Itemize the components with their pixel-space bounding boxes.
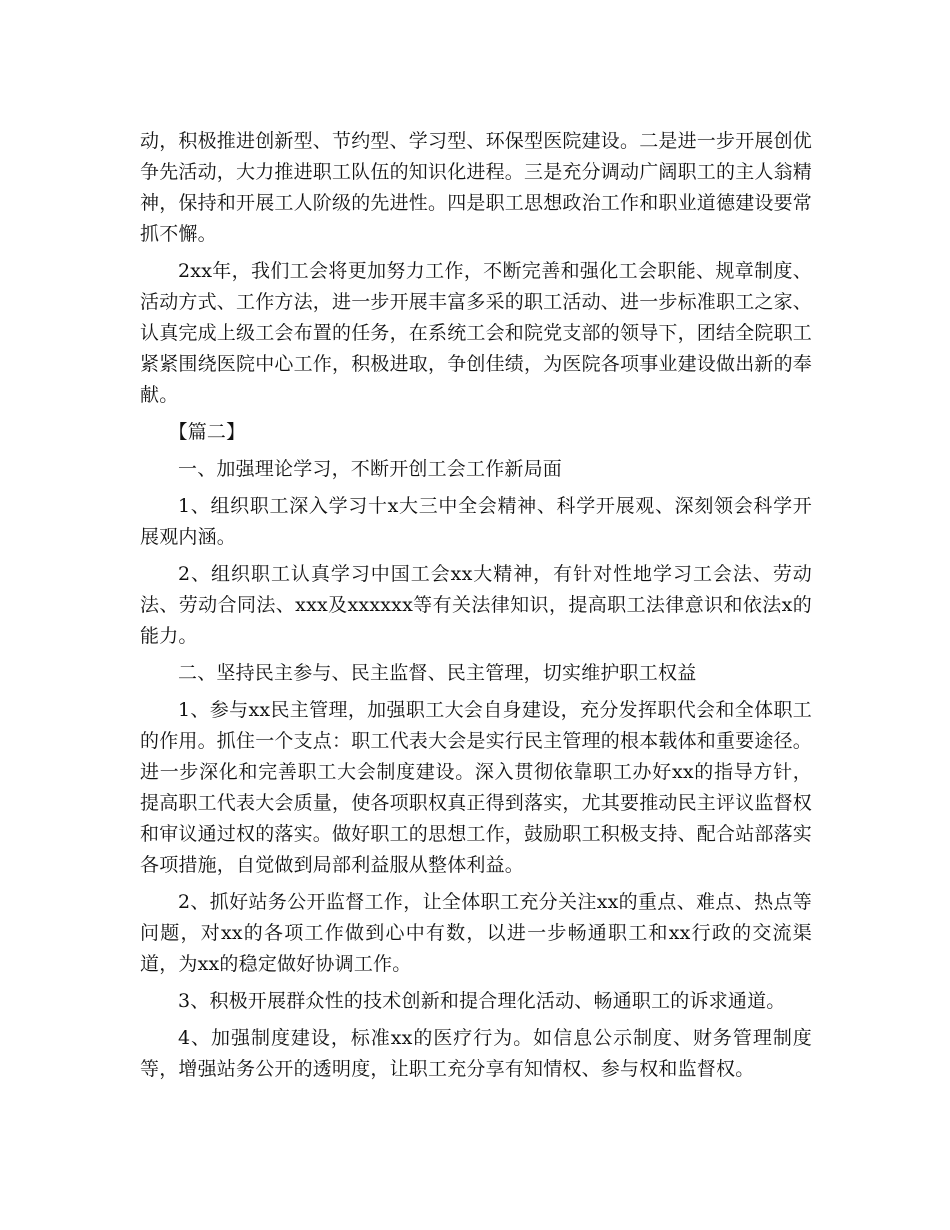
paragraph-item-1-study: 1、组织职工深入学习十x大三中全会精神、科学开展观、深刻领会科学开展观内涵。: [140, 495, 812, 548]
paragraph-continuation: 动，积极推进创新型、节约型、学习型、环保型医院建设。二是进一步开展创优争先活动，大力推进职工队伍的知识化进程。三是充分调动广阔职工的主人翁精神，保持和开展工人阶级的先进性。四是职工思想政治工作和职业道德建设要常抓不懈。: [140, 130, 813, 245]
section-heading-democracy: 二、坚持民主参与、民主监督、民主管理，切实维护职工权益: [178, 662, 697, 684]
paragraph-item-1-management: 1、参与xx民主管理，加强职工大会自身建设，充分发挥职代会和全体职工的作用。抓住一个支点：职工代表大会是实行民主管理的根本载体和重要途径。进一步深化和完善职工大会制度建设。深入贯彻依靠职工办好xx的指导方针，提高职工代表大会质量，使各项职权真正得到落实，尤其要推动民主评议监督权和审议通过权的落实。做好职工的思想工作，鼓励职工积极支持、配合站部落实各项措施，自觉做到局部利益服从整体利益。: [140, 699, 813, 876]
paragraph-item-2-supervision: 2、抓好站务公开监督工作，让全体职工充分关注xx的重点、难点、热点等问题，对xx的各项工作做到心中有数，以进一步畅通职工和xx行政的交流渠道，为xx的稳定做好协调工作。: [140, 891, 812, 975]
section-heading-theory-study: 一、加强理论学习，不断开创工会工作新局面: [178, 458, 563, 480]
paragraph-item-2-law: 2、组织职工认真学习中国工会xx大精神，有针对性地学习工会法、劳动法、劳动合同法、xxx及xxxxxx等有关法律知识，提高职工法律意识和依法x的能力。: [140, 563, 812, 647]
section-heading-part-two: 【篇二】: [168, 421, 246, 443]
paragraph-item-4-systems: 4、加强制度建设，标准xx的医疗行为。如信息公示制度、财务管理制度等，增强站务公开的透明度，让职工充分享有知情权、参与权和监督权。: [140, 1027, 812, 1080]
paragraph-2xx-year-plan: 2xx年，我们工会将更加努力工作，不断完善和强化工会职能、规章制度、活动方式、工作方法，进一步开展丰富多采的职工活动、进一步标准职工之家、认真完成上级工会布置的任务，在系统工会和院党支部的领导下，团结全院职工紧紧围绕医院中心工作，积极进取，争创佳绩，为医院各项事业建设做出新的奉献。: [140, 260, 813, 406]
document-body: [140, 126, 812, 1091]
paragraph-item-3-innovation: 3、积极开展群众性的技术创新和提合理化活动、畅通职工的诉求通道。: [178, 990, 786, 1012]
